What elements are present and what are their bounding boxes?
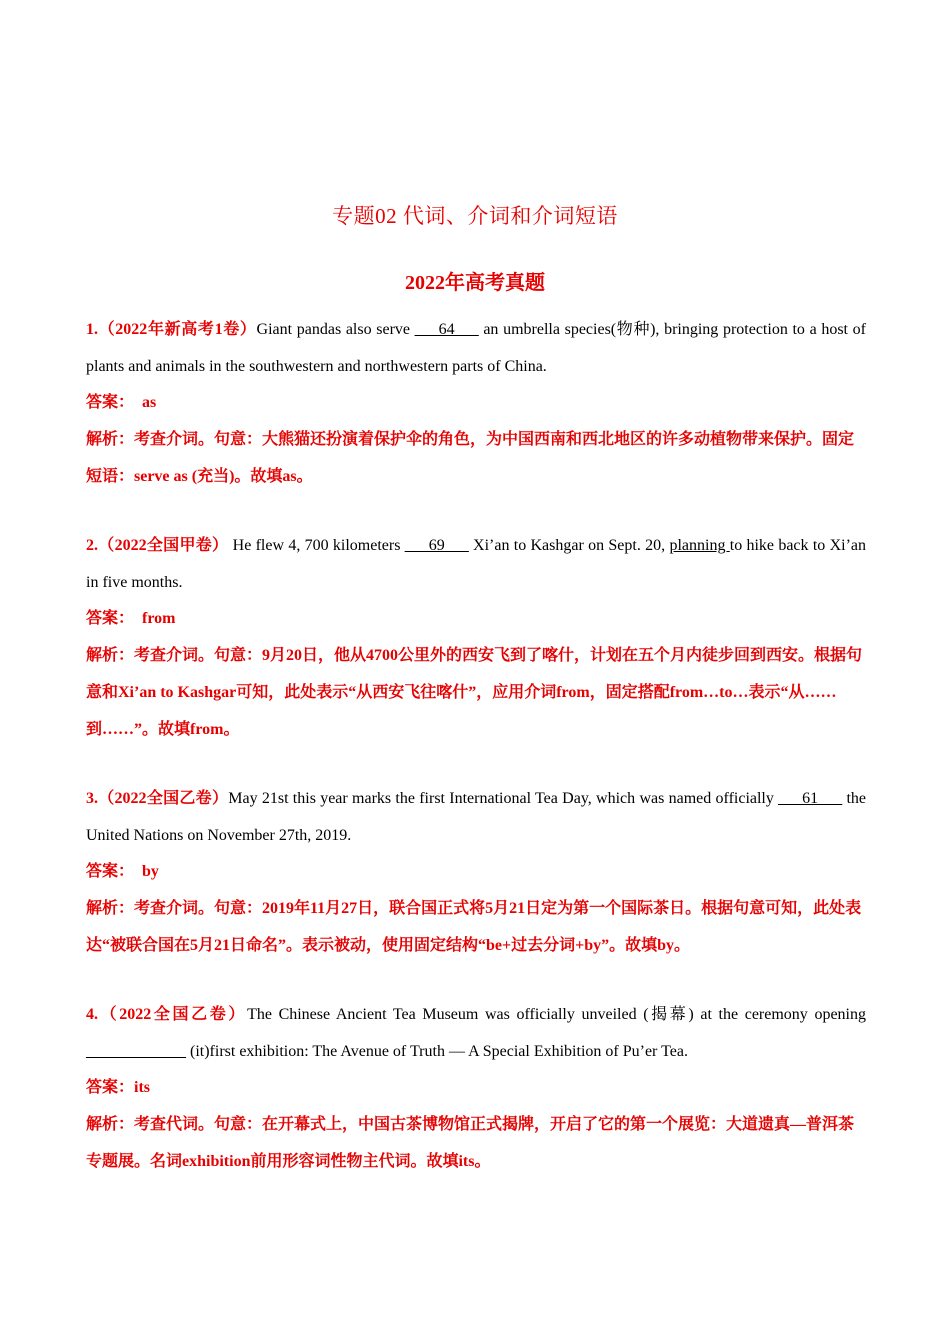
answer-label: 答案： [86,394,135,411]
answer-label: 答案： [86,863,135,880]
question-text-after: an umbrella species(物种), bringing protection to a host of plants and animals in the southwestern and northwestern parts of China. [86,321,866,375]
answer-value: as [142,394,157,411]
analysis-text: 解析：考查介词。句意：大熊猫还扮演着保护伞的角色，为中国西南和西北地区的许多动植物带来保护。固定短语：serve as (充当)。故填as。 [86,431,855,485]
analysis-text: 解析：考查代词。句意：在开幕式上，中国古茶博物馆正式揭牌，开启了它的第一个展览：大道遗真—普洱茶专题展。名词exhibition前用形容词性物主代词。故填its。 [86,1116,855,1170]
answer-label: 答案： [86,610,135,627]
question-text-mid: Xi’an to Kashgar on Sept. 20, [468,537,670,554]
answer-line [86,1070,866,1106]
question-4 [86,996,866,1180]
question-source: 1.（2022年新高考1卷） [86,321,257,338]
question-text-before: Giant pandas also serve [256,321,415,338]
question-2 [86,527,866,748]
answer-value: by [142,863,159,880]
question-source: 3.（2022全国乙卷） [86,790,229,807]
question-source: 4.（2022全国乙卷） [86,1006,248,1023]
question-3 [86,780,866,964]
question-text-before: The Chinese Ancient Tea Museum was officially unveiled (揭幕) at the ceremony opening [247,1006,866,1023]
answer-blank: ___69___ [404,537,469,554]
question-text [86,311,866,385]
spacer [86,748,866,780]
answer-blank: ___61___ [778,790,843,807]
question-text-before: He flew 4, 700 kilometers [228,537,405,554]
analysis-text: 解析：考查介词。句意：2019年11月27日，联合国正式将5月21日定为第一个国际茶日。根据句意可知，此处表达“被联合国在5月21日命名”。表示被动，使用固定结构“be+过去分词+by”。故填by。 [86,900,862,954]
section-title: 2022年高考真题 [405,272,545,294]
page-title: 专题02 代词、介词和介词短语 [332,204,618,228]
analysis-text: 解析：考查介词。句意：9月20日，他从4700公里外的西安飞到了喀什，计划在五个月内徒步回到西安。根据句意和Xi’an to Kashgar可知，此处表示“从西安飞往喀什”，应用介词from，固定搭配from…to…表示“从……到……”。故填from。 [86,647,863,738]
answer-line [86,385,866,421]
answer-label: 答案： [86,1079,135,1096]
answer-blank: ______ ______ [86,1043,186,1060]
answer-line [86,854,866,890]
question-1 [86,311,866,495]
question-text [86,527,866,601]
spacer [86,964,866,996]
answer-line [86,601,866,637]
question-text-after: (it)first exhibition: The Avenue of Truth — A Special Exhibition of Pu’er Tea. [186,1043,688,1060]
question-list [86,311,866,1180]
spacer [86,495,866,527]
question-text-before: May 21st this year marks the first International Tea Day, which was named officially [228,790,779,807]
question-text [86,996,866,1070]
underlined-word: planning [669,537,730,554]
question-text-after: the United Nations on November 27th, 2019. [86,790,866,844]
question-text [86,780,866,854]
answer-blank: ___64___ [414,321,479,338]
answer-value: its [134,1079,151,1096]
question-text-after: to hike back to Xi’an in five months. [86,537,866,591]
answer-value: from [142,610,176,627]
question-source: 2.（2022全国甲卷） [86,537,229,554]
